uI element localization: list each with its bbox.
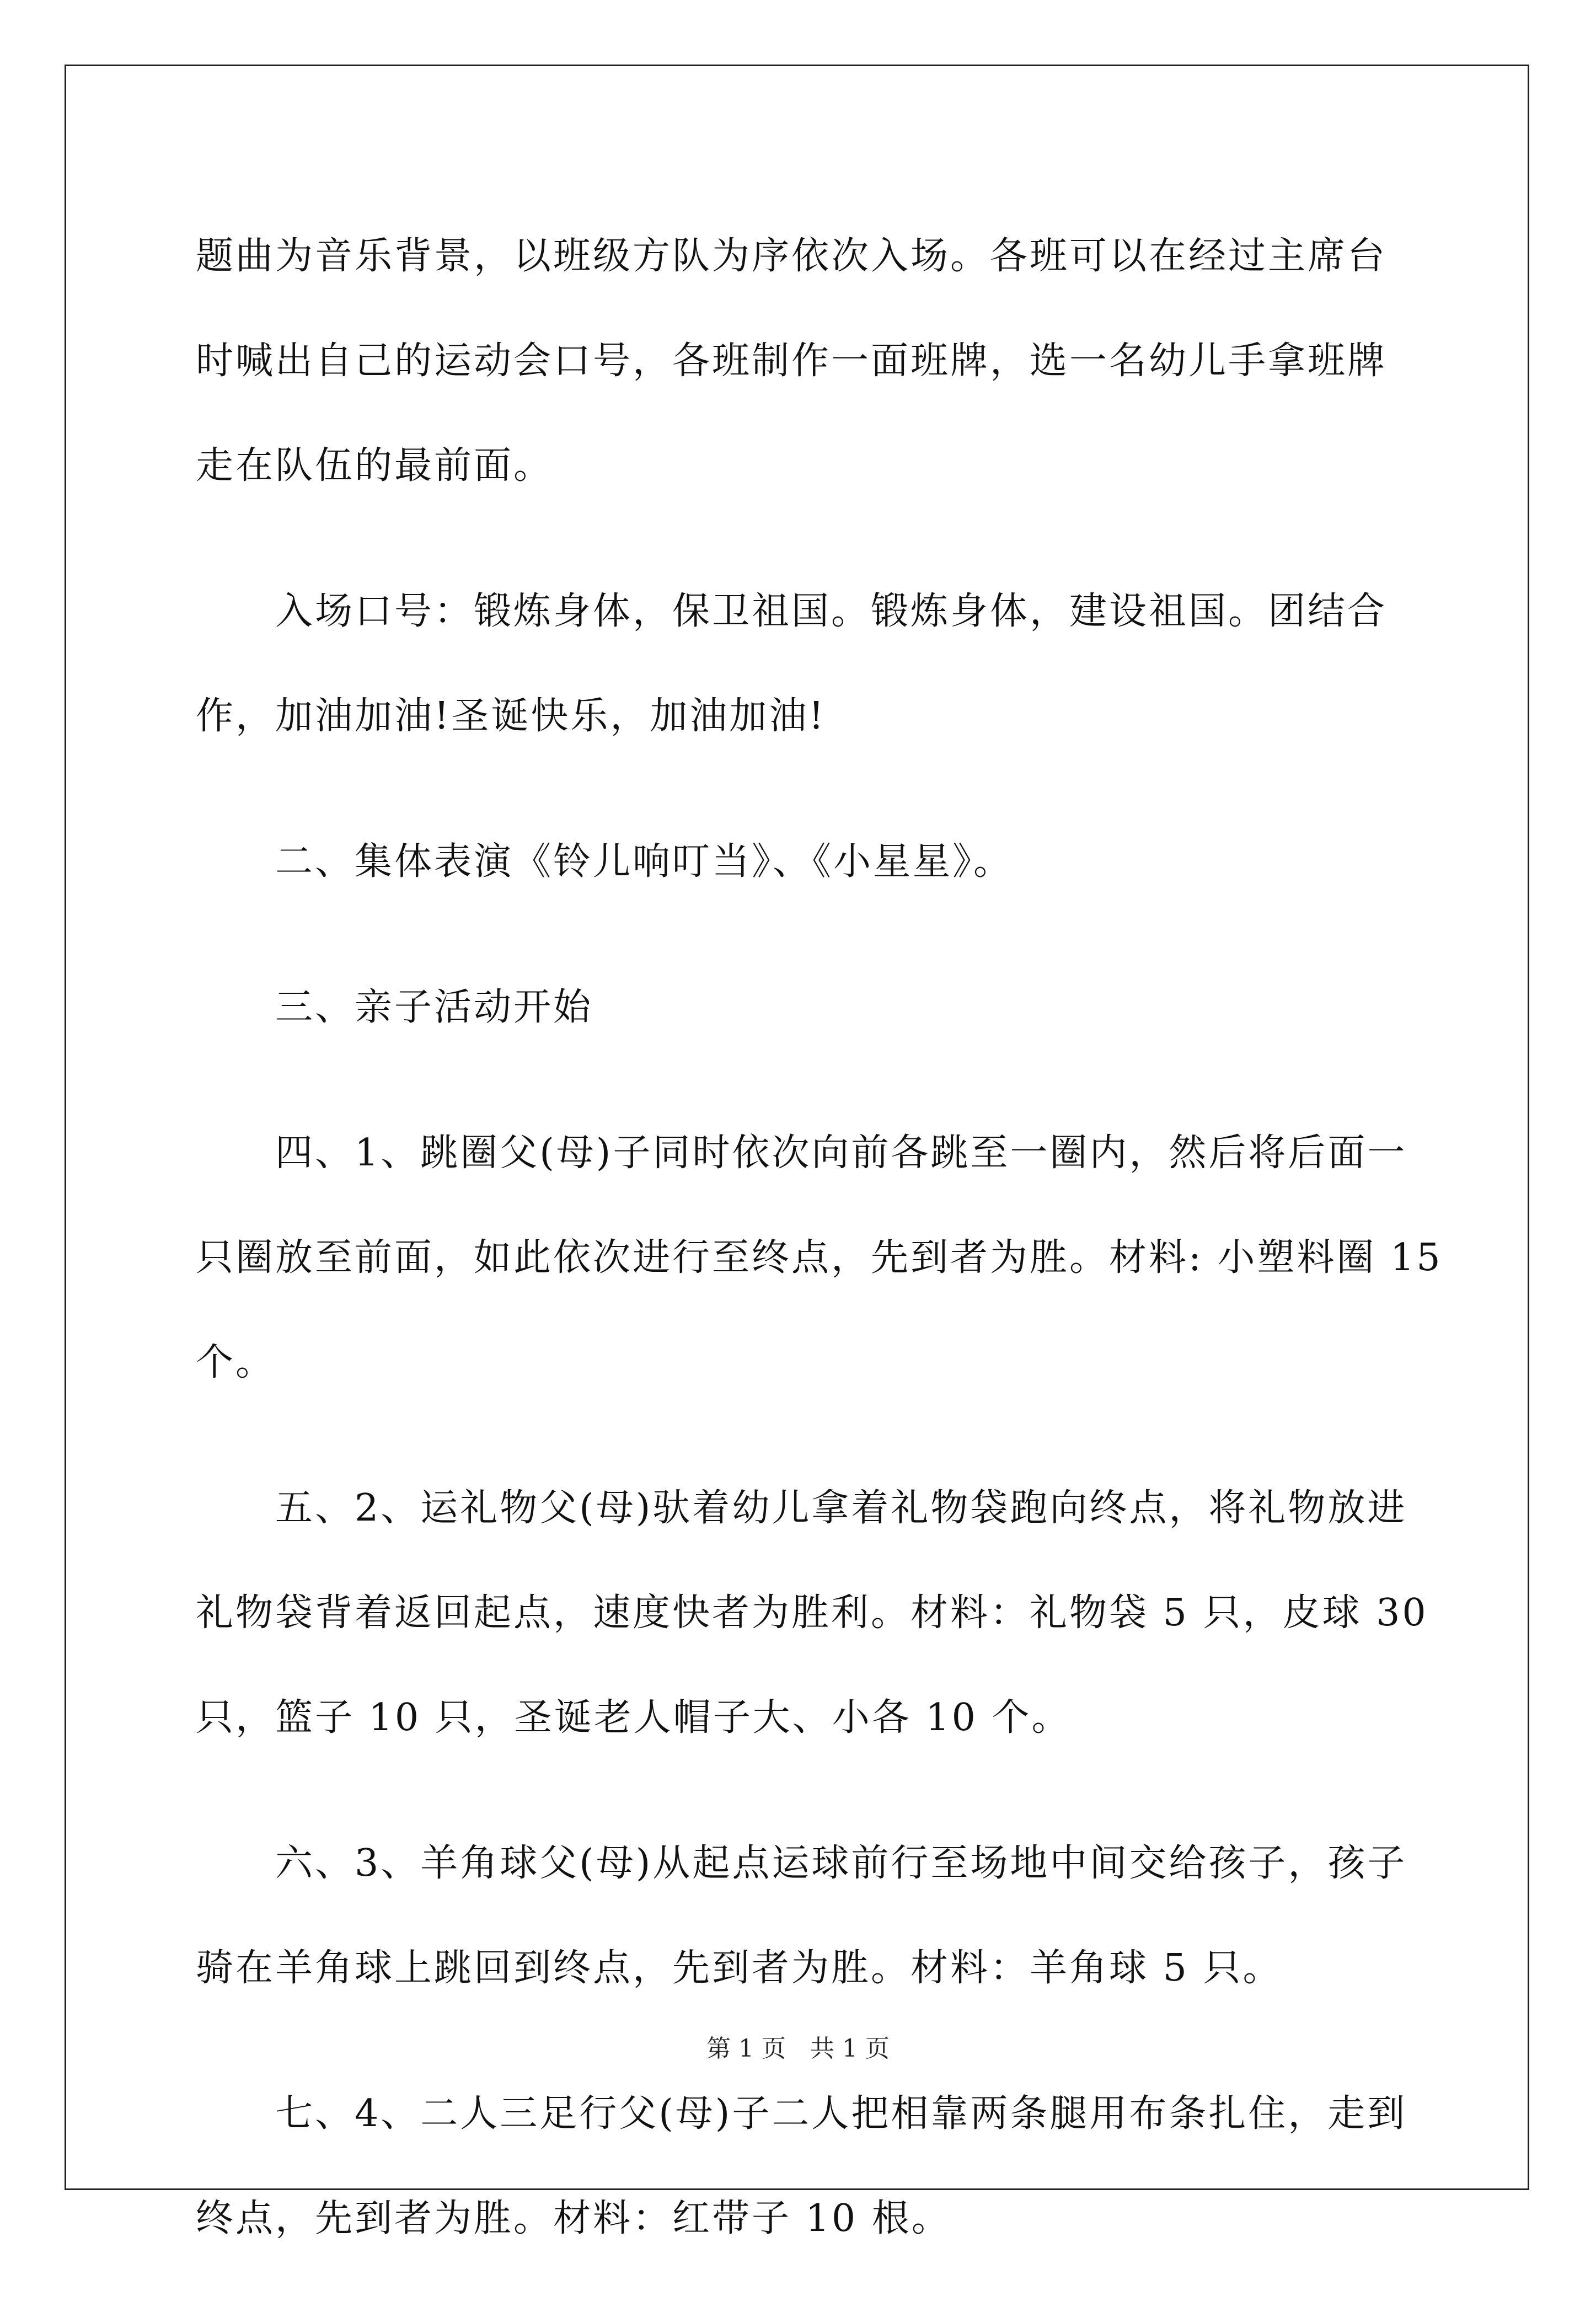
text-line: 三、亲子活动开始 [196, 986, 593, 1029]
text-line: 六、3、羊角球父(母)从起点运球前行至场地中间交给孩子，孩子 [196, 1842, 1407, 1885]
document-body [196, 204, 1443, 2312]
text-line: 七、4、二人三足行父(母)子二人把相靠两条腿用布条扎住，走到 [196, 2092, 1407, 2136]
text-line: 只，篮子 10 只，圣诞老人帽子大、小各 10 个。 [196, 1696, 1072, 1740]
text-line: 礼物袋背着返回起点，速度快者为胜利。材料：礼物袋 5 只，皮球 30 [196, 1591, 1428, 1635]
paragraph-5 [196, 1101, 1443, 1415]
page-footer: 第 1 页 共 1 页 [706, 2035, 890, 2063]
text-line: 个。 [196, 1341, 276, 1384]
text-line: 作，加油加油!圣诞快乐，加油加油! [196, 694, 826, 738]
text-line: 骑在羊角球上跳回到终点，先到者为胜。材料：羊角球 5 只。 [196, 1946, 1283, 1990]
text-line: 四、1、跳圈父(母)子同时依次向前各跳至一圈内，然后将后面一 [196, 1131, 1407, 1175]
text-line: 只圈放至前面，如此依次进行至终点，先到者为胜。材料: 小塑料圈 15 [196, 1236, 1443, 1280]
text-line: 时喊出自己的运动会口号，各班制作一面班牌，选一名幼儿手拿班牌 [196, 339, 1388, 383]
text-line: 入场口号：锻炼身体，保卫祖国。锻炼身体，建设祖国。团结合 [196, 590, 1388, 633]
paragraph-2 [196, 559, 1426, 769]
paragraph-6 [196, 1456, 1426, 1770]
paragraph-4 [196, 955, 1426, 1060]
text-line: 走在队伍的最前面。 [196, 444, 554, 488]
paragraph-3 [196, 810, 1426, 914]
text-line: 二、集体表演《铃儿响叮当》、《小星星》。 [196, 840, 1014, 884]
paragraph-8 [196, 2062, 1426, 2271]
text-line: 五、2、运礼物父(母)驮着幼儿拿着礼物袋跑向终点，将礼物放进 [196, 1486, 1407, 1530]
paragraph-1 [196, 204, 1426, 518]
text-line: 终点，先到者为胜。材料：红带子 10 根。 [196, 2197, 951, 2240]
text-line: 题曲为音乐背景，以班级方队为序依次入场。各班可以在经过主席台 [196, 234, 1388, 278]
paragraph-7 [196, 1811, 1426, 2021]
